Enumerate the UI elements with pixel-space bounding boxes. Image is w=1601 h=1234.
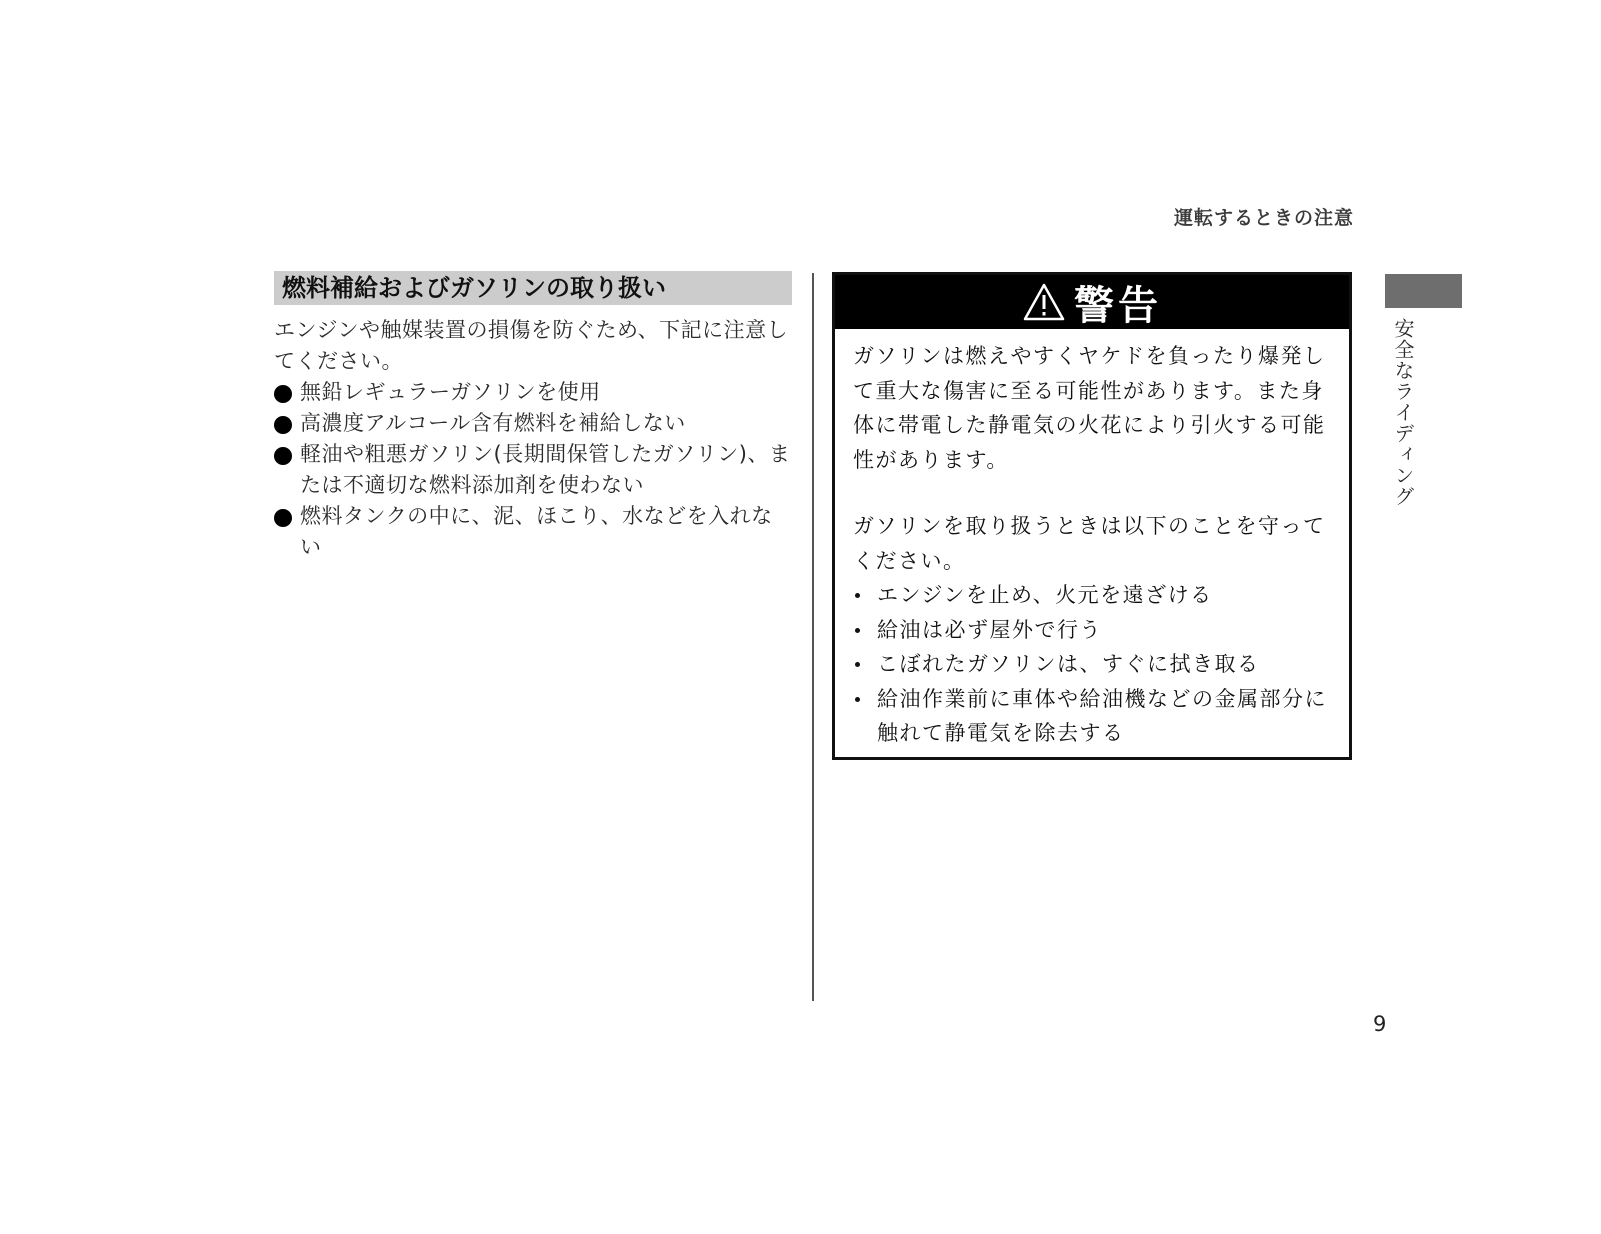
chapter-tab <box>1385 274 1462 308</box>
bullet-icon <box>855 697 860 702</box>
list-item-text: 給油は必ず屋外で行う <box>877 617 1102 642</box>
list-item <box>853 578 1333 613</box>
bullet-icon <box>274 416 292 434</box>
fuel-section <box>274 271 792 563</box>
chapter-label: 安全なライディング <box>1391 318 1415 507</box>
intro-text: エンジンや触媒装置の損傷を防ぐため、下記に注意してください。 <box>274 318 789 373</box>
list-item-text: こぼれたガソリンは、すぐに拭き取る <box>877 652 1260 676</box>
warning-list <box>853 578 1333 751</box>
list-item-text: 燃料タンクの中に、泥、ほこり、水などを入れない <box>300 504 773 559</box>
list-item-text: 無鉛レギュラーガソリンを使用 <box>300 380 601 404</box>
bullet-icon <box>855 628 860 633</box>
column-divider <box>812 273 814 1001</box>
list-item-text: 給油作業前に車体や給油機などの金属部分に触れて静電気を除去する <box>877 686 1327 745</box>
list-item <box>853 613 1333 648</box>
list-item <box>853 647 1333 682</box>
page-number: 9 <box>1373 1012 1387 1036</box>
bullet-icon <box>274 509 292 527</box>
running-header: 運転するときの注意 <box>1173 207 1354 229</box>
bullet-icon <box>274 447 292 465</box>
list-item <box>274 377 792 408</box>
list-item <box>853 682 1333 751</box>
fuel-rules-list <box>274 377 792 563</box>
list-item-text: 高濃度アルコール含有燃料を補給しない <box>300 411 686 435</box>
list-item <box>274 501 792 563</box>
warning-body <box>835 329 1349 751</box>
list-item-text: エンジンを止め、火元を遠ざける <box>877 583 1213 607</box>
list-item <box>274 439 792 501</box>
warning-paragraph: ガソリンを取り扱うときは以下のことを守ってください。 <box>853 514 1326 573</box>
warning-box <box>832 272 1352 760</box>
warning-title: 警告 <box>1074 282 1162 329</box>
bullet-icon <box>855 662 860 667</box>
bullet-icon <box>855 593 860 598</box>
warning-paragraph: ガソリンは燃えやすくヤケドを負ったり爆発して重大な傷害に至る可能性があります。また身体に帯電した静電気の火花により引火する可能性があります。 <box>853 344 1326 472</box>
warning-header <box>835 275 1349 329</box>
section-heading: 燃料補給およびガソリンの取り扱い <box>274 271 792 305</box>
list-item <box>274 408 792 439</box>
bullet-icon <box>274 385 292 403</box>
list-item-text: 軽油や粗悪ガソリン(長期間保管したガソリン)、または不適切な燃料添加剤を使わない <box>300 442 791 497</box>
warning-triangle-icon <box>1022 282 1066 322</box>
